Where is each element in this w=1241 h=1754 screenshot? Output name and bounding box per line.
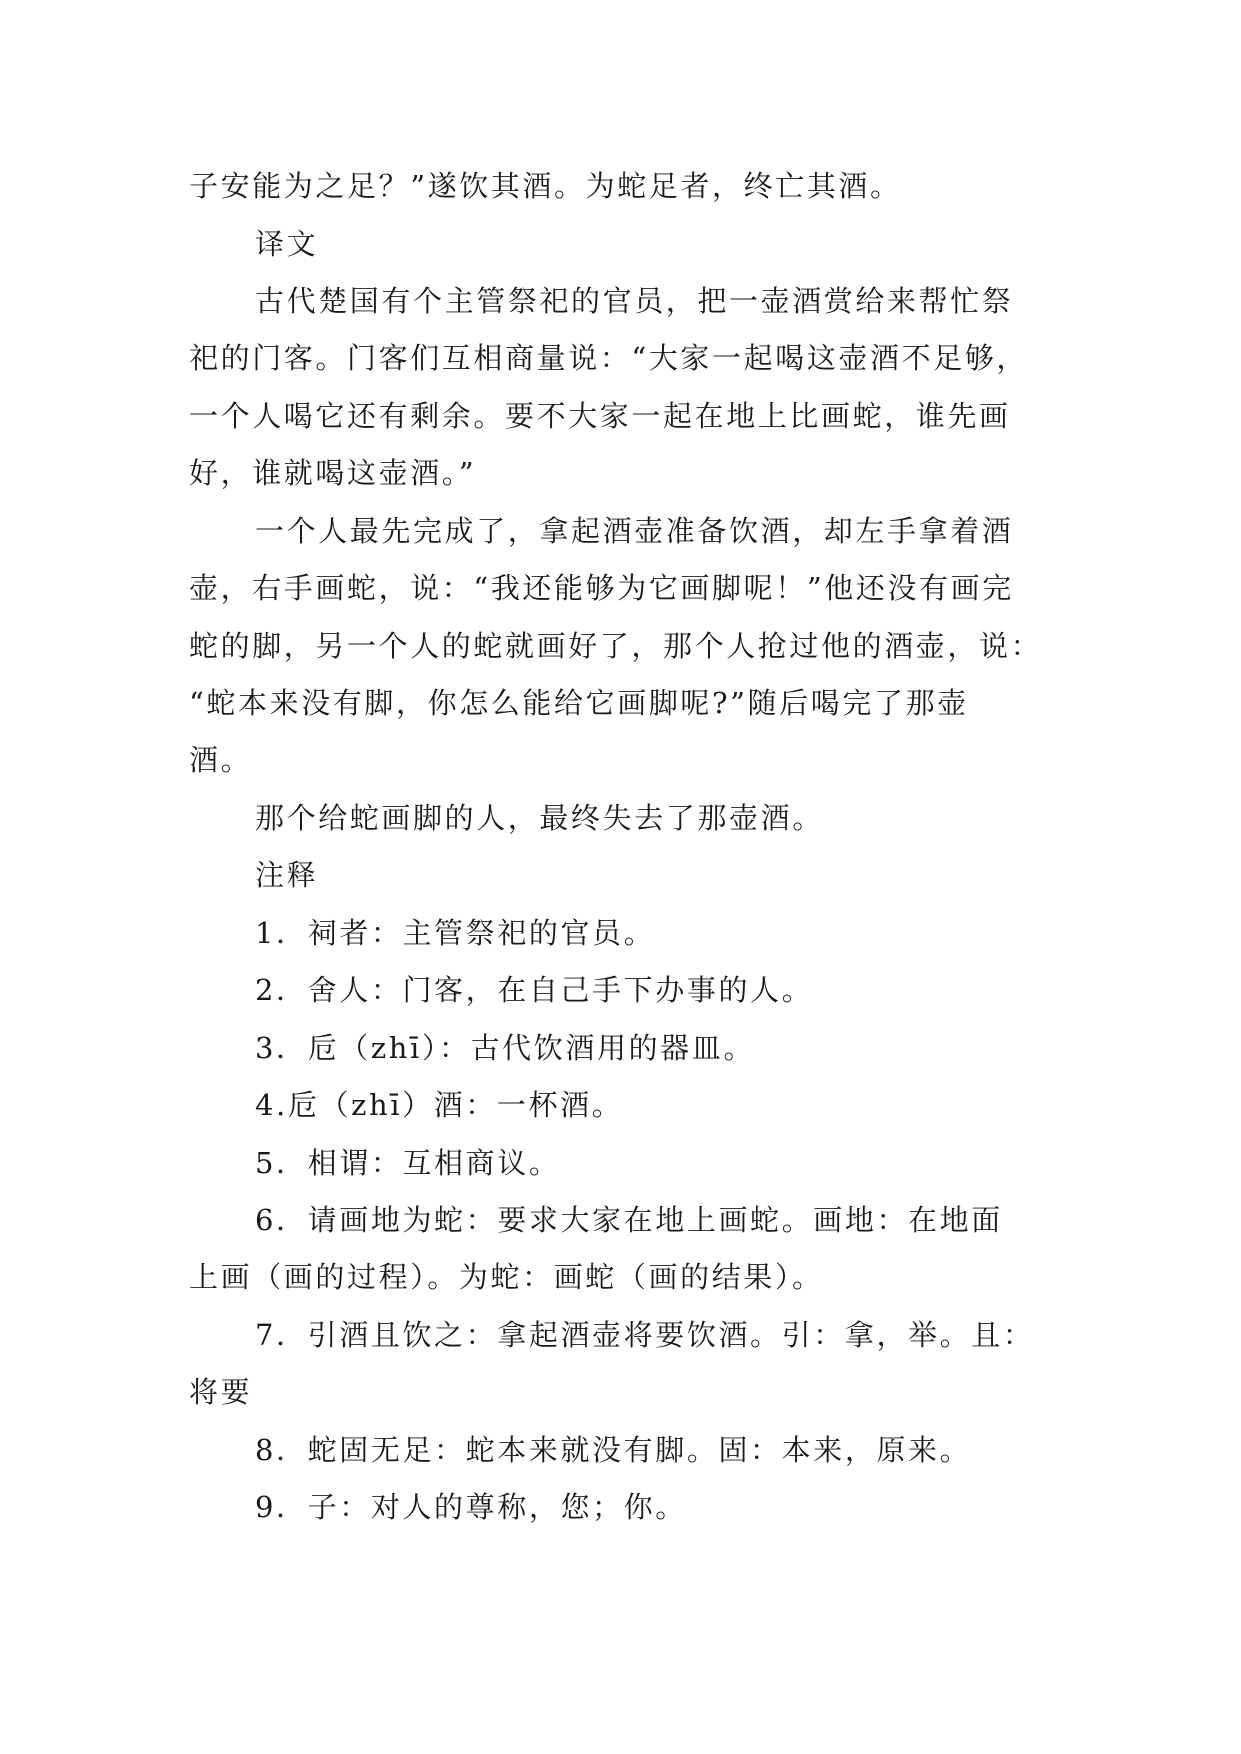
text-line-story-ending: 子安能为之足？”遂饮其酒。为蛇足者，终亡其酒。 bbox=[189, 169, 902, 203]
note-item: 7．引酒且饮之：拿起酒壶将要饮酒。引：拿，举。且： bbox=[255, 1318, 1035, 1352]
note-item: 6．请画地为蛇：要求大家在地上画蛇。画地：在地面 bbox=[255, 1203, 1003, 1237]
note-item: 1．祠者：主管祭祀的官员。 bbox=[255, 916, 656, 950]
translation-line: 壶，右手画蛇，说：“我还能够为它画脚呢！”他还没有画完 bbox=[189, 571, 1014, 605]
translation-line: 一个人喝它还有剩余。要不大家一起在地上比画蛇，谁先画 bbox=[189, 399, 1011, 433]
note-item: 2．舍人：门客，在自己手下办事的人。 bbox=[255, 973, 814, 1007]
translation-line: 那个给蛇画脚的人，最终失去了那壶酒。 bbox=[255, 801, 824, 835]
translation-line: 好，谁就喝这壶酒。” bbox=[189, 456, 477, 490]
translation-line: 酒。 bbox=[189, 743, 253, 777]
translation-line: 蛇的脚，另一个人的蛇就画好了，那个人抢过他的酒壶，说： bbox=[189, 629, 1043, 663]
translation-line: 古代楚国有个主管祭祀的官员，把一壶酒赏给来帮忙祭 bbox=[255, 284, 1014, 318]
note-item: 4.卮（zhī）酒：一杯酒。 bbox=[255, 1088, 624, 1122]
section-heading-translation: 译文 bbox=[255, 227, 319, 261]
section-heading-notes: 注释 bbox=[255, 858, 319, 892]
note-item: 3．卮（zhī）：古代饮酒用的器皿。 bbox=[255, 1031, 755, 1065]
translation-line: 祀的门客。门客们互相商量说：“大家一起喝这壶酒不足够， bbox=[189, 341, 1029, 375]
note-item: 8．蛇固无足：蛇本来就没有脚。固：本来，原来。 bbox=[255, 1433, 972, 1467]
note-item-continuation: 上画（画的过程）。为蛇：画蛇（画的结果）。 bbox=[189, 1260, 824, 1294]
translation-line: “蛇本来没有脚，你怎么能给它画脚呢?”随后喝完了那壶 bbox=[189, 686, 969, 720]
note-item-continuation: 将要 bbox=[189, 1375, 253, 1409]
note-item: 5．相谓：互相商议。 bbox=[255, 1146, 561, 1180]
translation-line: 一个人最先完成了，拿起酒壶准备饮酒，却左手拿着酒 bbox=[255, 514, 1014, 548]
note-item: 9．子：对人的尊称，您；你。 bbox=[255, 1490, 687, 1524]
